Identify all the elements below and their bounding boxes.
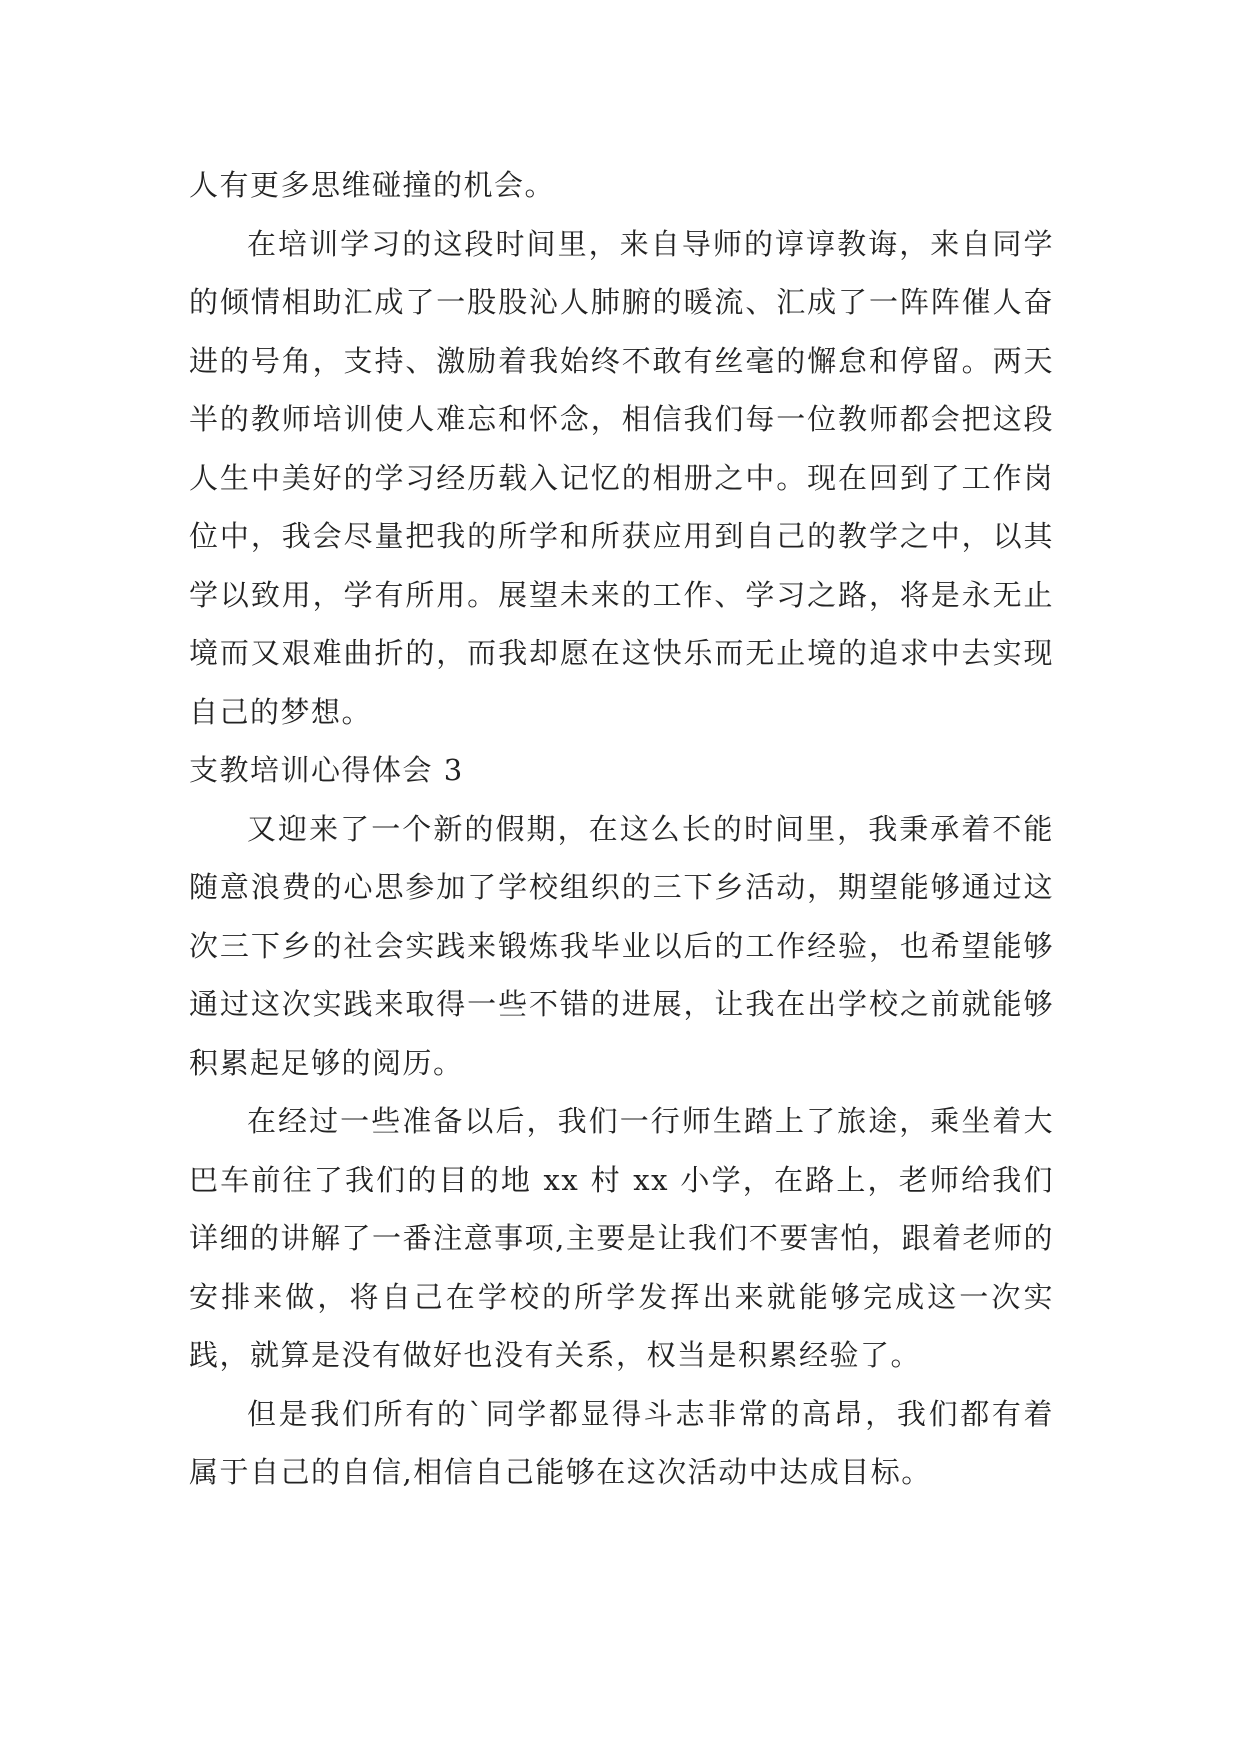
paragraph-confidence: 但是我们所有的`同学都显得斗志非常的高昂，我们都有着属于自己的自信,相信自己能够在这次活动中达成目标。 xyxy=(189,1396,1054,1489)
document-body xyxy=(189,156,1054,1502)
paragraph-training-reflection: 在培训学习的这段时间里，来自导师的谆谆教诲，来自同学的倾情相助汇成了一股股沁人肺腑的暖流、汇成了一阵阵催人奋进的号角，支持、激励着我始终不敢有丝毫的懈怠和停留。两天半的教师培训使人难忘和怀念，相信我们每一位教师都会把这段人生中美好的学习经历载入记忆的相册之中。现在回到了工作岗位中，我会尽量把我的所学和所获应用到自己的教学之中，以其学以致用，学有所用。展望未来的工作、学习之路，将是永无止境而又艰难曲折的，而我却愿在这快乐而无止境的追求中去实现自己的梦想。 xyxy=(189,226,1054,729)
section-heading: 支教培训心得体会 3 xyxy=(189,753,464,787)
paragraph-holiday-activity: 又迎来了一个新的假期，在这么长的时间里，我秉承着不能随意浪费的心思参加了学校组织的三下乡活动，期望能够通过这次三下乡的社会实践来锻炼我毕业以后的工作经验，也希望能够通过这次实践来取得一些不错的进展，让我在出学校之前就能够积累起足够的阅历。 xyxy=(189,811,1054,1080)
paragraph-journey: 在经过一些准备以后，我们一行师生踏上了旅途，乘坐着大巴车前往了我们的目的地 xx 村 xx 小学，在路上，老师给我们详细的讲解了一番注意事项,主要是让我们不要害怕，跟着老师的安排来做，将自己在学校的所学发挥出来就能够完成这一次实践，就算是没有做好也没有关系，权当是积累经验了。 xyxy=(189,1104,1054,1372)
paragraph-continuation: 人有更多思维碰撞的机会。 xyxy=(189,168,556,202)
